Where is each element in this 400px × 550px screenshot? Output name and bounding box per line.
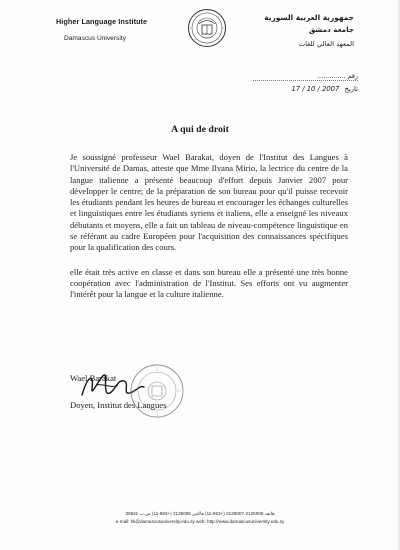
university-seal-icon <box>187 8 227 48</box>
signatory-name: Wael Barakat <box>70 373 117 383</box>
republic-name-ar: جمهورية العربية السورية <box>264 13 354 22</box>
letter-title: A qui de droit <box>171 124 229 135</box>
official-stamp-icon <box>128 362 186 420</box>
institute-name-en: Higher Language Institute <box>56 17 148 26</box>
institute-name-ar: المعهد العالي للغات <box>298 40 354 48</box>
footer-web-line: e-mail: hli@damascusuniversity.edu.sy web: http://www.damascusuniversity.edu.sy <box>115 519 285 524</box>
header-left-block <box>56 17 176 42</box>
university-name-ar: جامعة دمشق <box>308 25 354 34</box>
university-name-en: Damascus University <box>64 35 126 42</box>
date-label: تاريخ <box>344 85 358 93</box>
date-line <box>253 85 358 93</box>
handwritten-date: 17 / 10 / 2007 <box>291 85 340 93</box>
header-right-block <box>244 13 354 48</box>
reference-number-line: رقم .............. <box>253 72 358 81</box>
body-paragraph-2: elle était très active en classe et dans son bureau elle a présenté une très bonne coopération avec l'administration de l'Institut. Ses efforts ont vu augmenter l'intérêt pour la langue et la culture italienne. <box>70 266 348 300</box>
signatory-role: Doyen, Institut des Langues <box>70 400 167 410</box>
footer-contact-line: هاتف 2125006-2125007 (+963-11) فاكس 2125008 (+963-11) ص.ب 30621 <box>125 511 275 516</box>
letterhead-footer <box>0 510 400 526</box>
letter-body <box>70 152 348 301</box>
body-paragraph-1: Je soussigné professeur Wael Barakat, doyen de l'Institut des Langues à l'Université de Damas, atteste que Mme Ilvana Mirio, la lectrice du centre de la langue italienne a présenté beaucoup d'effort depuis Janvier 2007 pour développer le centre; de la préparation de son bureau pour qu'il puisse recevoir les étudiants pendant les heures de bureau et encourager les échanges culturelles et linguistiques entre les étudiants syriens et italiens, elle a enseigné les niveaux débutants et moyens, elle a fait un tableau de niveau-compétence linguistique en se référant au cadre Européen pour l'acquisition des connaissances spécifiques pour la qualification des cours. <box>70 152 348 253</box>
